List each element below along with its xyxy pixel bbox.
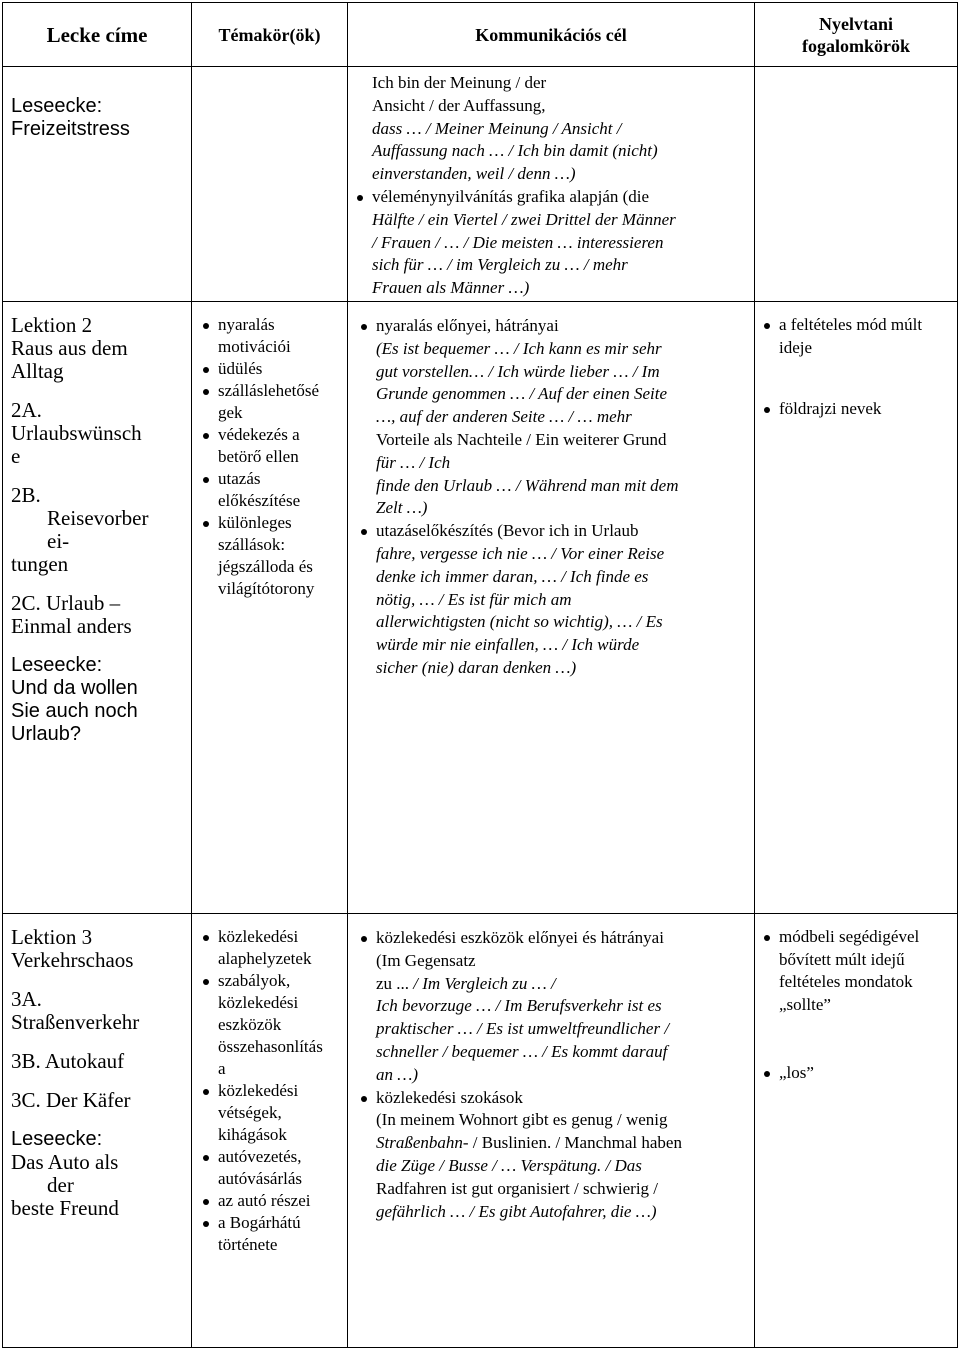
- row3-comm-bullet: [358, 1087, 744, 1224]
- topic-line: kihágások: [218, 1125, 287, 1144]
- row3-comm-line: (Im Gegensatz: [376, 950, 476, 970]
- grammar-line: „los”: [779, 1063, 814, 1082]
- bullet-icon: [361, 324, 367, 330]
- row2-comm-line: denke ich immer daran, … / Ich finde es: [376, 566, 649, 586]
- row1-lesson-cell: [3, 67, 191, 301]
- topic-line: az autó részei: [218, 1191, 311, 1210]
- bullet-icon: [203, 1199, 209, 1205]
- row1-comm-line: Hälfte / ein Viertel / zwei Drittel der Männer: [372, 209, 676, 229]
- topic-line: összehasonlítás: [218, 1037, 323, 1056]
- topic-line: gek: [218, 403, 243, 422]
- grammar-item: [761, 1062, 951, 1085]
- topic-item: [200, 970, 341, 1080]
- row3-lesson-title: Verkehrschaos: [11, 948, 134, 972]
- row2-unit-b: Reisevorber: [47, 506, 149, 530]
- row2-comm-line: Zelt …): [376, 498, 428, 518]
- row2-unit-c: 2C. Urlaub –: [11, 591, 121, 615]
- row2-lesson-title: Alltag: [11, 359, 64, 383]
- bullet-icon: [203, 389, 209, 395]
- header-grammar-text: Nyelvtani fogalomkörök: [802, 13, 910, 56]
- row2-unit-a: Urlaubswünsch: [11, 421, 142, 445]
- topic-line: autóvásárlás: [218, 1169, 303, 1188]
- row3-communication-cell: [348, 914, 754, 1347]
- row1-comm-line: einverstanden, weil / denn …): [372, 164, 576, 184]
- row3-comm-line: közlekedési szokások: [376, 1087, 523, 1107]
- topic-line: üdülés: [218, 359, 263, 378]
- row2-comm-line: sicher (nie) daran denken …): [376, 657, 577, 677]
- bullet-icon: [203, 433, 209, 439]
- row3-comm-line: (In meinem Wohnort gibt es genug / wenig: [376, 1110, 668, 1130]
- row3-unit-a: Straßenverkehr: [11, 1010, 140, 1034]
- row1-communication-cell: [348, 67, 754, 301]
- topic-line: autóvezetés,: [218, 1147, 302, 1166]
- row1-comm-line: véleménynyilvánítás grafika alapján (die: [372, 186, 650, 206]
- bullet-icon: [203, 1221, 209, 1227]
- row2-communication-cell: [348, 302, 754, 913]
- row2-lesson-title: Raus aus dem: [11, 336, 128, 360]
- topic-item: [200, 380, 341, 424]
- row2-reading-title: Urlaub?: [11, 723, 82, 745]
- grammar-line: ideje: [779, 337, 813, 357]
- row3-comm-segment: / Im Vergleich zu … /: [413, 973, 556, 993]
- topic-line: nyaralás: [218, 315, 275, 334]
- row1-comm-line: dass … / Meiner Meinung / Ansicht /: [372, 118, 622, 138]
- row2-comm-line: nyaralás előnyei, hátrányai: [376, 316, 559, 335]
- topic-line: eszközök: [218, 1015, 282, 1034]
- table-border-right: [957, 2, 958, 1348]
- bullet-icon: [203, 521, 209, 527]
- row3-comm-segment: Straßenbahn-: [376, 1133, 469, 1153]
- row1-reading-title: Freizeitstress: [11, 118, 130, 140]
- header-lesson-title-text: Lecke címe: [46, 22, 148, 47]
- bullet-icon: [203, 1089, 209, 1095]
- row3-comm-line: Ich bevorzuge … / Im Berufsverkehr ist es: [376, 996, 662, 1016]
- row2-comm-line: fahre, vergesse ich nie … / Vor einer Reise: [376, 543, 665, 563]
- header-topics-text: Témakör(ök): [218, 24, 321, 45]
- row1-comm-line: sich für … / im Vergleich zu … / mehr: [372, 255, 628, 275]
- row1-comm-line: Frauen als Männer …): [372, 278, 530, 298]
- header-grammar: [755, 3, 957, 66]
- row2-comm-line: utazáselőkészítés (Bevor ich in Urlaub: [376, 521, 639, 541]
- row2-comm-bullet: [358, 315, 744, 520]
- row2-reading-title: Sie auch noch: [11, 700, 138, 722]
- topic-line: jégszálloda és: [218, 557, 313, 576]
- header-communication: [348, 3, 754, 66]
- row2-comm-line: finde den Urlaub … / Während man mit dem: [376, 475, 679, 495]
- topic-line: közlekedési: [218, 927, 299, 946]
- topic-line: története: [218, 1235, 278, 1254]
- row2-reading-title: Und da wollen: [11, 677, 138, 699]
- bullet-icon: [203, 367, 209, 373]
- topic-line: utazás: [218, 469, 261, 488]
- bullet-icon: [361, 936, 367, 942]
- header-communication-text: Kommunikációs cél: [475, 24, 627, 45]
- row2-comm-line: (Es ist bequemer … / Ich kann es mir sehr: [376, 338, 662, 358]
- row2-lesson-number: Lektion 2: [11, 313, 93, 337]
- topic-line: szállások:: [218, 535, 286, 554]
- row2-comm-line: Grunde genommen … / Auf der einen Seite: [376, 384, 667, 404]
- topic-line: világítótorony: [218, 579, 315, 598]
- bullet-icon: [203, 935, 209, 941]
- topic-line: betörő ellen: [218, 447, 299, 466]
- bullet-icon: [764, 407, 770, 413]
- row3-comm-line: közlekedési eszközök előnyei és hátrányai: [376, 928, 664, 947]
- row1-comm-line: Ansicht / der Auffassung,: [372, 95, 546, 115]
- row3-reading-title: Das Auto als: [11, 1150, 119, 1174]
- row3-comm-line: schneller / bequemer … / Es kommt darauf: [376, 1041, 668, 1061]
- grammar-line: módbeli segédigével: [779, 927, 920, 946]
- grammar-line: földrajzi nevek: [779, 399, 882, 418]
- topic-item: [200, 424, 341, 468]
- row3-unit-c: 3C. Der Käfer: [11, 1088, 131, 1112]
- topic-line: különleges: [218, 513, 292, 532]
- grammar-item: [761, 926, 951, 1016]
- topic-line: közlekedési: [218, 1081, 299, 1100]
- row1-comm-line: Auffassung nach … / Ich bin damit (nicht): [372, 141, 658, 161]
- grammar-item: [761, 314, 951, 359]
- row3-reading-prefix: Leseecke:: [11, 1128, 103, 1150]
- topic-item: [200, 1080, 341, 1146]
- row3-comm-segment: zu ...: [376, 973, 414, 993]
- row3-lesson-number: Lektion 3: [11, 925, 93, 949]
- bullet-icon: [361, 1096, 367, 1102]
- row3-comm-bullet: [358, 927, 744, 1087]
- bullet-icon: [764, 323, 770, 329]
- row1-comm-bullet: [354, 186, 744, 300]
- bullet-icon: [361, 529, 367, 535]
- bullet-icon: [203, 477, 209, 483]
- topic-line: alaphelyzetek: [218, 949, 312, 968]
- row2-comm-line: für … / Ich: [376, 452, 451, 472]
- grammar-line: bővített múlt idejű: [779, 949, 905, 969]
- row3-comm-line: an …): [376, 1064, 419, 1084]
- header-topics: [192, 3, 347, 66]
- row1-comm-line: Ich bin der Meinung / der: [372, 73, 547, 92]
- row3-comm-line: gefährlich … / Es gibt Autofahrer, die …): [376, 1201, 657, 1221]
- row3-reading-title: beste Freund: [11, 1196, 119, 1220]
- topic-line: előkészítése: [218, 491, 301, 510]
- topic-item: [200, 1146, 341, 1190]
- row2-unit-a: 2A.: [11, 398, 42, 422]
- row3-comm-line: die Züge / Busse / … Verspätung. / Das: [376, 1155, 642, 1175]
- bullet-icon: [203, 323, 209, 329]
- row2-unit-b: tungen: [11, 552, 69, 576]
- curriculum-table: [2, 2, 958, 1348]
- row3-reading-title: der: [47, 1173, 74, 1197]
- row1-reading-prefix: Leseecke:: [11, 95, 103, 117]
- topic-line: motivációi: [218, 337, 291, 356]
- grammar-line: feltételes mondatok: [779, 972, 913, 991]
- row2-lesson-cell: [3, 302, 191, 913]
- row2-comm-bullet: [358, 520, 744, 680]
- topic-line: közlekedési: [218, 993, 299, 1012]
- row2-comm-line: gut vorstellen… / Ich würde lieber … / Im: [376, 361, 660, 381]
- row3-comm-line: [376, 1132, 744, 1155]
- topic-item: [200, 512, 341, 600]
- row2-comm-line: würde mir nie einfallen, … / Ich würde: [376, 635, 640, 655]
- row2-unit-b: ei-: [47, 529, 70, 553]
- topic-line: védekezés a: [218, 425, 300, 444]
- grammar-line: „sollte”: [779, 994, 831, 1014]
- row3-comm-line: [376, 973, 744, 996]
- topic-item: [200, 468, 341, 512]
- row3-comm-segment: / Buslinien. / Manchmal haben: [468, 1133, 682, 1153]
- row2-grammar-cell: [755, 302, 957, 913]
- row3-unit-a: 3A.: [11, 987, 42, 1011]
- row2-comm-line: nötig, … / Es ist für mich am: [376, 589, 572, 609]
- topic-item: [200, 358, 341, 380]
- bullet-icon: [764, 1071, 770, 1077]
- header-lesson-title: [3, 3, 191, 66]
- row3-topics-cell: [192, 914, 347, 1347]
- row1-grammar-cell: [755, 67, 957, 301]
- row2-comm-line: …, auf der anderen Seite … / … mehr: [376, 407, 632, 427]
- row2-reading-prefix: Leseecke:: [11, 654, 103, 676]
- topic-line: szálláslehetősé: [218, 381, 320, 400]
- table-border-bottom: [2, 1347, 958, 1348]
- grammar-item: [761, 398, 951, 421]
- row2-unit-b: 2B.: [11, 483, 41, 507]
- row3-comm-line: praktischer … / Es ist umweltfreundlicher /: [376, 1019, 670, 1039]
- row2-unit-c: Einmal anders: [11, 614, 132, 638]
- bullet-icon: [203, 979, 209, 985]
- topic-item: [200, 1190, 341, 1212]
- topic-item: [200, 926, 341, 970]
- row3-unit-b: 3B. Autokauf: [11, 1049, 125, 1073]
- topic-line: a Bogárhátú: [218, 1213, 301, 1232]
- topic-item: [200, 314, 341, 358]
- row2-unit-a: e: [11, 444, 21, 468]
- row3-comm-line: Radfahren ist gut organisiert / schwierig /: [376, 1178, 659, 1198]
- bullet-icon: [357, 195, 363, 201]
- topic-line: a: [218, 1059, 226, 1078]
- bullet-icon: [764, 935, 770, 941]
- row1-topics-cell: [192, 67, 347, 301]
- row2-comm-line: Vorteile als Nachteile / Ein weiterer Grund: [376, 429, 667, 449]
- row2-topics-cell: [192, 302, 347, 913]
- topic-line: szabályok,: [218, 971, 291, 990]
- row3-grammar-cell: [755, 914, 957, 1347]
- grammar-line: a feltételes mód múlt: [779, 315, 923, 334]
- row3-lesson-cell: [3, 914, 191, 1347]
- topic-line: vétségek,: [218, 1103, 282, 1122]
- row2-comm-line: allerwichtigsten (nicht so wichtig), … / Es: [376, 612, 663, 632]
- bullet-icon: [203, 1155, 209, 1161]
- topic-item: [200, 1212, 341, 1256]
- row1-comm-line: / Frauen / … / Die meisten … interessieren: [372, 232, 664, 252]
